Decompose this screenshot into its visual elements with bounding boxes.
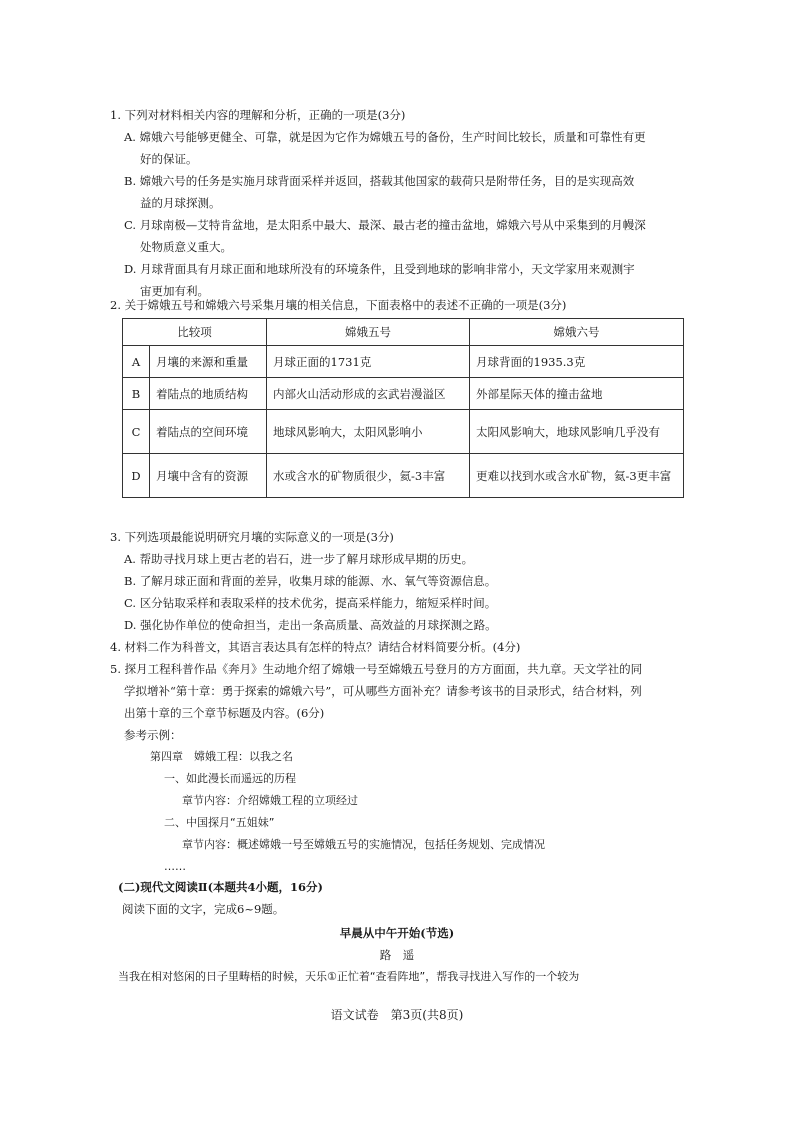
page-footer: 语文试卷 第3页(共8页) <box>330 1008 464 1022</box>
sample-section-2: 二、中国探月“五姐妹” <box>164 816 275 829</box>
table-row <box>123 410 684 454</box>
question-1-option-c: C. 月球南极—艾特肯盆地，是太阳系中最大、最深、最古老的撞击盆地，嫦娥六号从中采集到的月幔深 <box>124 218 646 232</box>
row-ce5: 地球风影响大，太阳风影响小 <box>267 410 470 454</box>
section-2-heading: (二)现代文阅读Ⅱ(本题共4小题，16分) <box>118 880 323 894</box>
question-3-option-b: B. 了解月球正面和背面的差异，收集月球的能源、水、氧气等资源信息。 <box>124 574 497 588</box>
question-1-option-b-cont: 益的月球探测。 <box>140 196 221 210</box>
comparison-table <box>122 318 684 498</box>
question-1-option-d-cont: 宙更加有利。 <box>140 284 209 298</box>
sample-ellipsis: …… <box>164 860 186 873</box>
question-1-option-d: D. 月球背面具有月球正面和地球所没有的环境条件，且受到地球的影响非常小，天文学家用来观测宇 <box>124 262 635 276</box>
section-2-instruction: 阅读下面的文字，完成6~9题。 <box>122 902 285 916</box>
question-5-line-3: 出第十章的三个章节标题及内容。(6分) <box>124 706 325 720</box>
row-item: 月壤中含有的资源 <box>150 454 267 498</box>
passage-title: 早晨从中午开始(节选) <box>339 926 455 940</box>
question-3-option-d: D. 强化协作单位的使命担当，走出一条高质量、高效益的月球探测之路。 <box>124 618 497 632</box>
row-key: A <box>123 346 150 378</box>
question-1-option-b: B. 嫦娥六号的任务是实施月球背面采样并返回，搭载其他国家的载荷只是附带任务，目的是实现高效 <box>124 174 635 188</box>
row-ce6: 外部星际天体的撞击盆地 <box>470 378 684 410</box>
question-1-stem: 1. 下列对材料相关内容的理解和分析，正确的一项是(3分) <box>110 108 406 122</box>
question-2-stem: 2. 关于嫦娥五号和嫦娥六号采集月壤的相关信息，下面表格中的表述不正确的一项是(3分) <box>110 298 567 312</box>
question-3-stem: 3. 下列选项最能说明研究月壤的实际意义的一项是(3分) <box>110 530 394 544</box>
row-ce6: 太阳风影响大，地球风影响几乎没有 <box>470 410 684 454</box>
row-ce5: 月球正面的1731克 <box>267 346 470 378</box>
row-item: 着陆点的空间环境 <box>150 410 267 454</box>
question-3 <box>110 526 690 636</box>
row-item: 月壤的来源和重量 <box>150 346 267 378</box>
passage-first-line: 当我在相对悠闲的日子里畴梧的时候，天乐①正忙着“查看阵地”，帮我寻找进入写作的一个较为 <box>118 970 580 983</box>
question-4-stem: 4. 材料二作为科普文，其语言表达具有怎样的特点？请结合材料简要分析。(4分) <box>110 640 521 654</box>
row-item: 着陆点的地质结构 <box>150 378 267 410</box>
section-2 <box>110 876 690 920</box>
table-row <box>123 346 684 378</box>
question-3-option-a: A. 帮助寻找月球上更古老的岩石，进一步了解月球形成早期的历史。 <box>124 552 474 566</box>
row-key: B <box>123 378 150 410</box>
sample-section-1-content: 章节内容：介绍嫦娥工程的立项经过 <box>182 794 358 807</box>
table-header-item: 比较项 <box>123 319 267 346</box>
reference-sample <box>110 746 690 878</box>
table-header-ce6: 嫦娥六号 <box>470 319 684 346</box>
question-1-option-a: A. 嫦娥六号能够更健全、可靠，就是因为它作为嫦娥五号的备份，生产时间比较长，质量和可靠性有更 <box>124 130 646 144</box>
question-1-option-c-cont: 处物质意义重大。 <box>140 240 232 254</box>
reference-label: 参考示例： <box>124 728 182 742</box>
row-ce6: 更难以找到水或含水矿物，氦-3更丰富 <box>470 454 684 498</box>
question-5-line-2: 学拟增补“第十章：勇于探索的嫦娥六号”，可从哪些方面补充？请参考该书的目录形式，结合材料，列 <box>124 684 642 698</box>
question-1 <box>110 104 690 302</box>
row-ce6: 月球背面的1935.3克 <box>470 346 684 378</box>
question-5-line-1: 5. 探月工程科普作品《奔月》生动地介绍了嫦娥一号至嫦娥五号登月的方方面面，共九章。天文学社的同 <box>110 662 643 676</box>
question-3-option-c: C. 区分钻取采样和表取采样的技术优劣，提高采样能力，缩短采样时间。 <box>124 596 497 610</box>
sample-section-1: 一、如此漫长而遥远的历程 <box>164 772 296 785</box>
row-ce5: 水或含水的矿物质很少，氦-3丰富 <box>267 454 470 498</box>
row-key: C <box>123 410 150 454</box>
row-key: D <box>123 454 150 498</box>
table-header-ce5: 嫦娥五号 <box>267 319 470 346</box>
question-1-option-a-cont: 好的保证。 <box>140 152 198 166</box>
question-4 <box>110 636 690 658</box>
sample-section-2-content: 章节内容：概述嫦娥一号至嫦娥五号的实施情况，包括任务规划、完成情况 <box>182 838 545 851</box>
table-row <box>123 378 684 410</box>
passage-author: 路 遥 <box>379 948 415 962</box>
question-2-stem-block <box>110 294 690 316</box>
table-row <box>123 454 684 498</box>
table-header-row <box>123 319 684 346</box>
sample-chapter: 第四章 嫦娥工程：以我之名 <box>150 750 293 763</box>
question-5 <box>110 658 690 878</box>
row-ce5: 内部火山活动形成的玄武岩漫溢区 <box>267 378 470 410</box>
